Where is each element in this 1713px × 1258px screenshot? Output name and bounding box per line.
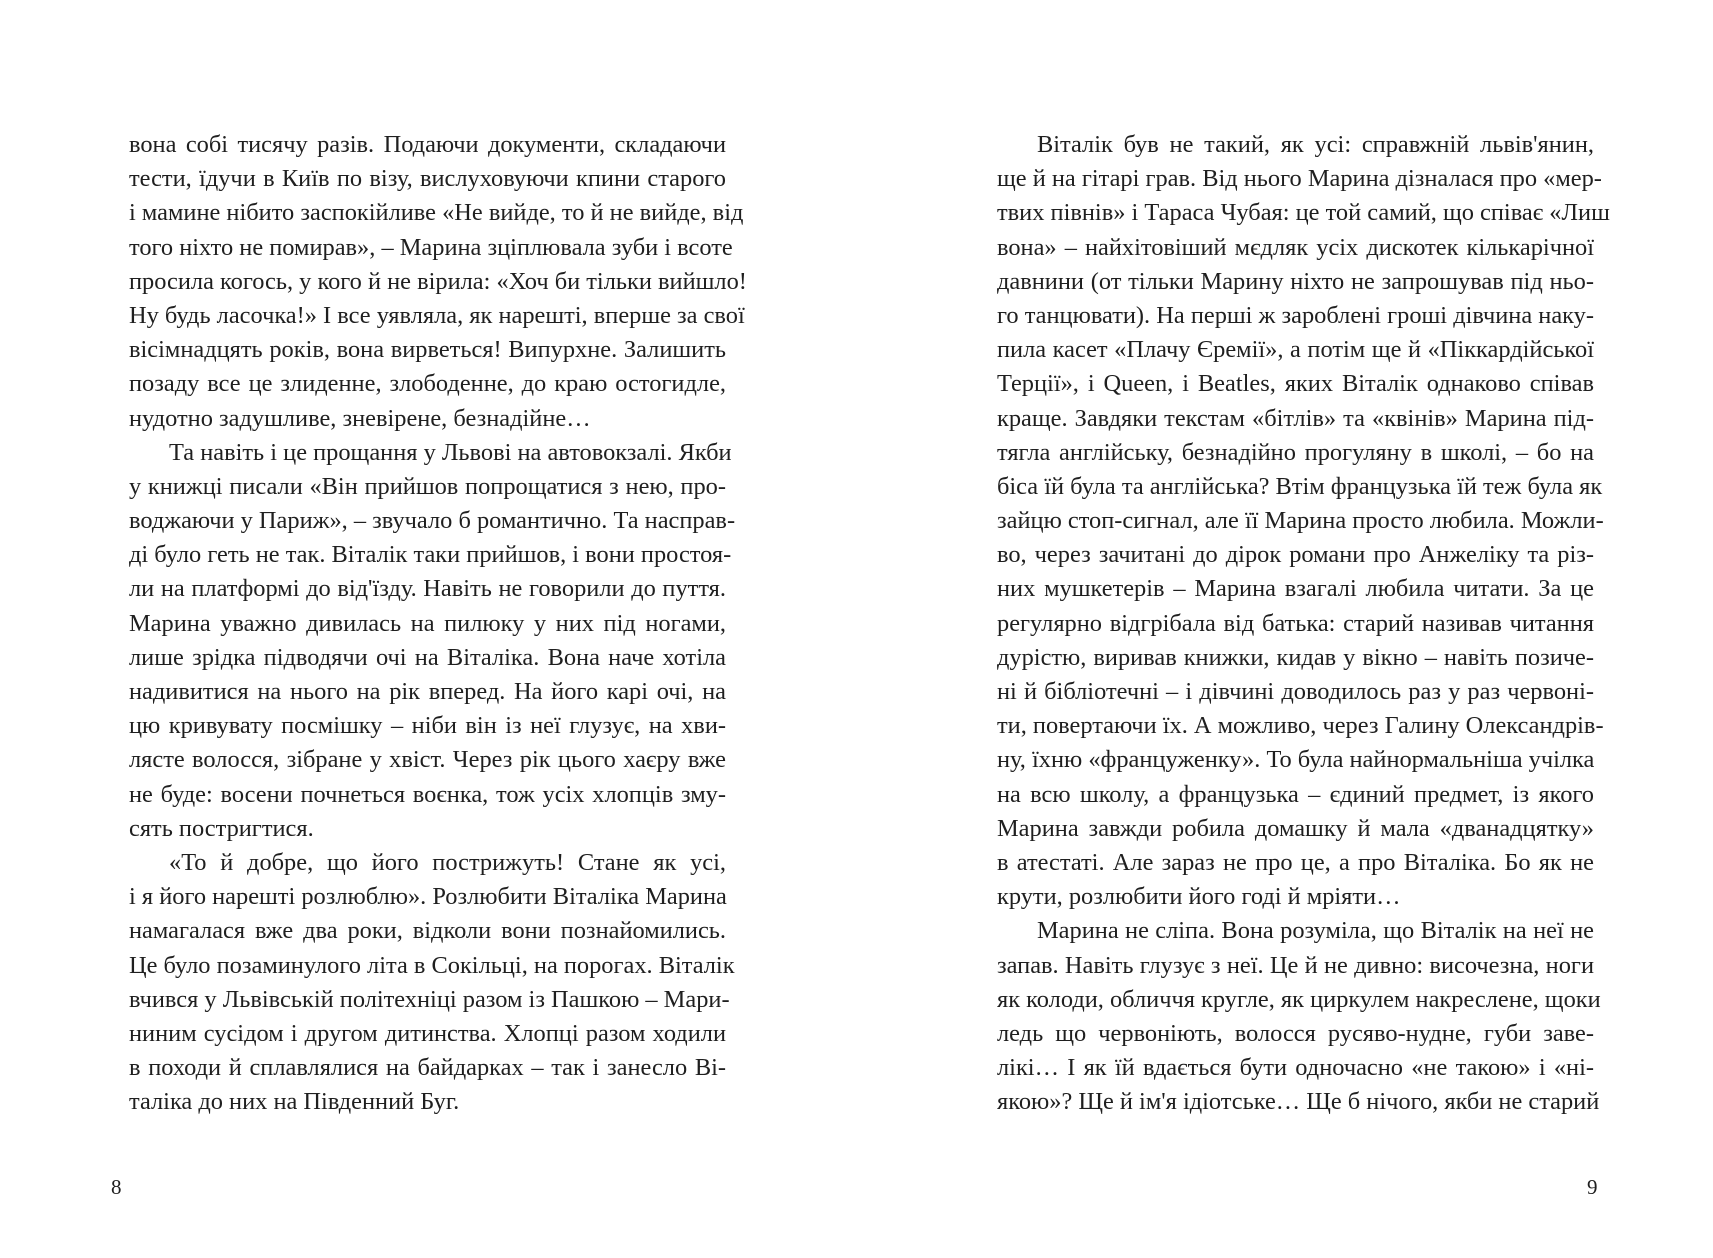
text-line: «То й добре, що його пострижуть! Стане як усі, bbox=[169, 848, 726, 876]
text-line: пила касет «Плачу Єремії», а потім ще й «Піккардійської bbox=[997, 336, 1594, 364]
text-line: ді було геть не так. Віталік таки прийшов, і вони простоя- bbox=[129, 541, 732, 569]
text-line: Терції», і Queen, і Beatles, яких Віталік однаково співав bbox=[997, 370, 1594, 398]
page-number-right: 9 bbox=[1587, 1175, 1598, 1199]
text-line: запав. Навіть глузує з неї. Це й не дивно: височезна, ноги bbox=[997, 951, 1594, 979]
text-line: як колоди, обличчя кругле, як циркулем накреслене, щоки bbox=[997, 985, 1601, 1013]
text-line: біса їй була та англійська? Втім французька їй теж була як bbox=[997, 472, 1603, 500]
right-page bbox=[856, 0, 1713, 1258]
text-line: намагалася вже два роки, відколи вони познайомились. bbox=[129, 917, 726, 945]
text-line: Марина уважно дивилась на пилюку у них під ногами, bbox=[129, 609, 726, 637]
text-line: тягла англійську, безнадійно прогуляну в школі, – бо на bbox=[997, 438, 1594, 466]
text-line: якою»? Ще й ім'я ідіотське… Ще б нічого, якби не старий bbox=[997, 1088, 1600, 1116]
text-line: не буде: восени почнеться воєнка, тож усіх хлопців зму- bbox=[129, 780, 726, 808]
text-line: ну, їхню «француженку». То була найнормальніша учілка bbox=[997, 746, 1595, 774]
text-line: ти, повертаючи їх. А можливо, через Галину Олександрів- bbox=[997, 712, 1604, 740]
text-line: лікі… І як їй вдається бути одночасно «не такою» і «ні- bbox=[997, 1054, 1594, 1082]
text-line: таліка до них на Південний Буг. bbox=[129, 1088, 460, 1116]
text-line: і мамине нібито заспокійливе «Не вийде, то й не вийде, від bbox=[129, 199, 744, 227]
text-line: ні й бібліотечні – і дівчині доводилось раз у раз червоні- bbox=[997, 678, 1594, 705]
text-line: дурістю, виривав книжки, кидав у вікно – навіть позиче- bbox=[997, 643, 1594, 671]
text-line: твих півнів» і Тараса Чубая: це той самий, що співає «Лиш bbox=[997, 199, 1610, 227]
text-line: лясте волосся, зібране у хвіст. Через рік цього хаєру вже bbox=[129, 746, 726, 774]
text-line: Ну будь ласочка!» І все уявляла, як нарешті, вперше за свої bbox=[129, 301, 745, 329]
text-line: ли на платформі до від'їзду. Навіть не говорили до пуття. bbox=[129, 575, 726, 603]
text-line: Віталік був не такий, як усі: справжній львів'янин, bbox=[1037, 131, 1594, 158]
text-line: нудотно задушливе, зневірене, безнадійне… bbox=[129, 404, 591, 432]
text-line: го танцювати). На перші ж зароблені гроші дівчина наку- bbox=[997, 301, 1594, 329]
text-line: цю кривувату посмішку – ніби він із неї глузує, на хви- bbox=[129, 712, 726, 740]
text-line: давнини (от тільки Марину ніхто не запрошував під ньо- bbox=[997, 267, 1594, 295]
text-line: Це було позаминулого літа в Сокільці, на порогах. Віталік bbox=[129, 951, 735, 979]
text-line: надивитися на нього на рік вперед. На його карі очі, на bbox=[129, 678, 726, 705]
text-line: ще й на гітарі грав. Від нього Марина дізналася про «мер- bbox=[997, 165, 1602, 193]
text-line: Та навіть і це прощання у Львові на автовокзалі. Якби bbox=[169, 438, 732, 466]
text-line: ледь що червоніють, волосся русяво-нудне, губи заве- bbox=[997, 1019, 1594, 1047]
text-line: ниним сусідом і другом дитинства. Хлопці разом ходили bbox=[129, 1019, 726, 1047]
text-line: просила когось, у кого й не вірила: «Хоч би тільки вийшло! bbox=[129, 267, 747, 295]
text-line: воджаючи у Париж», – звучало б романтично. Та насправ- bbox=[129, 507, 736, 535]
page-number-left: 8 bbox=[111, 1175, 122, 1199]
text-line: регулярно відгрібала від батька: старий називав читання bbox=[997, 609, 1594, 637]
right-page-text bbox=[997, 128, 1610, 1119]
text-line: вчився у Львівській політехніці разом із Пашкою – Мари- bbox=[129, 985, 730, 1013]
left-page bbox=[0, 0, 856, 1258]
text-line: зайцю стоп-сигнал, але її Марина просто любила. Можли- bbox=[997, 507, 1604, 535]
text-line: тести, їдучи в Київ по візу, вислуховуючи кпини старого bbox=[129, 165, 726, 193]
text-line: краще. Завдяки текстам «бітлів» та «квінів» Марина під- bbox=[997, 404, 1594, 432]
text-line: сять постригтися. bbox=[129, 814, 314, 842]
text-line: в атестаті. Але зараз не про це, а про Віталіка. Бо як не bbox=[997, 848, 1594, 876]
text-line: во, через зачитані до дірок романи про Анжеліку та різ- bbox=[997, 541, 1594, 569]
text-line: і я його нарешті розлюблю». Розлюбити Віталіка Марина bbox=[129, 883, 727, 911]
text-line: у книжці писали «Він прийшов попрощатися з нею, про- bbox=[129, 472, 726, 500]
text-line: Марина завжди робила домашку й мала «дванадцятку» bbox=[997, 814, 1594, 842]
text-line: них мушкетерів – Марина взагалі любила читати. За це bbox=[997, 575, 1594, 603]
left-page-text bbox=[129, 128, 747, 1119]
text-line: вона» – найхітовіший мєдляк усіх дискотек кількарічної bbox=[997, 233, 1594, 261]
text-line: Марина не сліпа. Вона розуміла, що Віталік на неї не bbox=[1037, 917, 1594, 945]
text-line: позаду все це злиденне, злободенне, до краю остогидле, bbox=[129, 370, 726, 398]
text-line: в походи й сплавлялися на байдарках – так і занесло Ві- bbox=[129, 1054, 726, 1082]
text-line: на всю школу, а французька – єдиний предмет, із якого bbox=[997, 780, 1594, 808]
text-line: лише зрідка підводячи очі на Віталіка. Вона наче хотіла bbox=[129, 643, 726, 671]
text-line: вона собі тисячу разів. Подаючи документи, складаючи bbox=[129, 131, 726, 158]
text-line: того ніхто не помирав», – Марина зціплювала зуби і всоте bbox=[129, 233, 733, 261]
text-line: вісімнадцять років, вона вирветься! Випурхне. Залишить bbox=[129, 336, 726, 364]
text-line: крути, розлюбити його годі й мріяти… bbox=[997, 883, 1401, 911]
